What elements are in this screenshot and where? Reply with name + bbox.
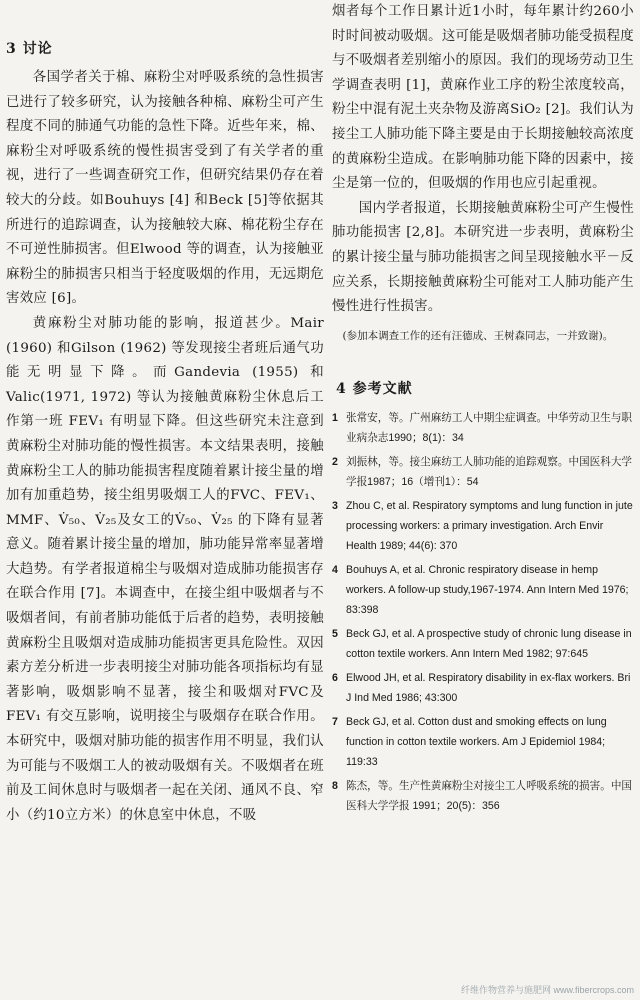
reference-item: [332, 496, 634, 556]
reference-list: [332, 408, 634, 816]
discussion-paragraph-1: 各国学者关于棉、麻粉尘对呼吸系统的急性损害已进行了较多研究，认为接触各种棉、麻粉尘可产生程度不同的肺通气功能的急性下降。近些年来，棉、麻粉尘对呼吸系统的慢性损害受到了有关学者的重视，进行了一些调查研究工作，但研究结果仍存在着较大的分歧。如Bouhuys [4] 和Beck [5]等依据其所进行的追踪调查，认为接触较大麻、棉花粉尘存在不可逆性肺损害。但Elwood 等的调查，认为接触亚麻粉尘的肺损害只相当于轻度吸烟的作用，无远期危害效应 [6]。: [6, 70, 324, 307]
reference-text: Beck GJ, et al. Cotton dust and smoking effects on lung function in cotton textile workers. Am J Epidemiol 1984; 119:33: [346, 715, 607, 768]
acknowledgement-note: (参加本调查工作的还有汪德成、王树森同志，一并致谢)。: [342, 329, 614, 342]
reference-text: 刘振林，等。接尘麻纺工人肺功能的追踪观察。中国医科大学学报1987；16（增刊1）：54: [346, 455, 633, 488]
reference-item: [332, 408, 634, 448]
reference-number: 7: [332, 715, 338, 728]
reference-item: [332, 712, 634, 772]
reference-number: 4: [332, 563, 338, 576]
reference-item: [332, 624, 634, 664]
reference-text: Bouhuys A, et al. Chronic respiratory disease in hemp workers. A follow-up study,1967-1974. Ann Intern Med 1976; 83:398: [346, 563, 629, 616]
references-heading: 4 参考文献: [336, 380, 413, 397]
reference-number: 1: [332, 411, 338, 424]
reference-text: 张常安，等。广州麻纺工人中期尘症调查。中华劳动卫生与职业病杂志1990；8(1)：34: [346, 411, 633, 444]
discussion-paragraph-2: 黄麻粉尘对肺功能的影响，报道甚少。Mair (1960) 和Gilson (1962) 等发现接尘者班后通气功能无明显下降。而Gandevia (1955) 和 Valic(1971, 1972) 等认为接触黄麻粉尘休息后工作第一班 FEV₁ 有明显下降。但这些研究未注意到黄麻粉尘对肺功能的慢性损害。本文结果表明，接触黄麻粉尘工人的肺功能损害程度随着累计接尘量的增加有加重趋势，接尘组男吸烟工人的FVC、FEV₁、MMF、V̇₅₀、V̇₂₅及女工的V̇₅₀、V̇₂₅ 的下降有显著意义。随着累计接尘量的增加，肺功能异常率显著增大趋势。有学者报道棉尘与吸烟对造成肺功能损害存在联合作用 [7]。本调查中，在接尘组中吸烟者与不吸烟者间，有前者肺功能低于后者的趋势，表明接触黄麻粉尘且吸烟对造成肺功能损害更具危险性。双因素方差分析进一步表明接尘对肺功能各项指标均有显著影响，吸烟影响不显著，接尘和吸烟对FVC及 FEV₁ 有交互影响，说明接尘与吸烟存在联合作用。本研究中，吸烟对肺功能的损害作用不明显，我们认为可能与不吸烟工人的被动吸烟有关。不吸烟者在班前及工间休息时与吸烟者一起在关闭、通风不良、窄小（约10立方米）的休息室中休息，不吸: [6, 315, 324, 823]
reference-number: 8: [332, 779, 338, 792]
reference-item: [332, 452, 634, 492]
reference-number: 6: [332, 671, 338, 684]
discussion-paragraph-3: 烟者每个工作日累计近1小时，每年累计约260小时时间被动吸烟。这可能是吸烟者肺功能受损程度与不吸烟者差别缩小的原因。我们的现场劳动卫生学调查表明 [1]，黄麻作业工序的粉尘浓度较高，粉尘中混有泥土夹杂物及游离SiO₂ [2]。我们认为接尘工人肺功能下降主要是由于长期接触较高浓度的黄麻粉尘造成。在影响肺功能下降的因素中，接尘是第一位的，但吸烟的作用也应引起重视。: [332, 4, 634, 192]
reference-text: Beck GJ, et al. A prospective study of chronic lung disease in cotton textile workers. Ann Intern Med 1982; 97:645: [346, 627, 632, 660]
reference-number: 5: [332, 627, 338, 640]
right-column: [332, 0, 634, 820]
reference-item: [332, 560, 634, 620]
left-column: [6, 0, 324, 828]
reference-text: Elwood JH, et al. Respiratory disability in ex-flax workers. Bri J Ind Med 1986; 43:300: [346, 671, 631, 704]
reference-text: 陈杰，等。生产性黄麻粉尘对接尘工人呼吸系统的损害。中国医科大学学报 1991；20(5)：356: [346, 779, 633, 812]
discussion-paragraph-4: 国内学者报道，长期接触黄麻粉尘可产生慢性肺功能损害 [2,8]。本研究进一步表明，黄麻粉尘的累计接尘量与肺功能损害之间呈现接触水平－反应关系，长期接触黄麻粉尘可能对工人肺功能产生慢性进行性损害。: [332, 200, 634, 315]
reference-number: 3: [332, 499, 338, 512]
reference-number: 2: [332, 455, 338, 468]
reference-item: [332, 668, 634, 708]
reference-item: [332, 776, 634, 816]
reference-text: Zhou C, et al. Respiratory symptoms and lung function in jute processing workers: a primary investigation. Arch Envir Health 1989; 44(6): 370: [346, 499, 633, 552]
discussion-heading: 3 讨论: [6, 41, 53, 57]
site-watermark: 纤维作物营养与施肥网 www.fibercrops.com: [460, 985, 634, 995]
